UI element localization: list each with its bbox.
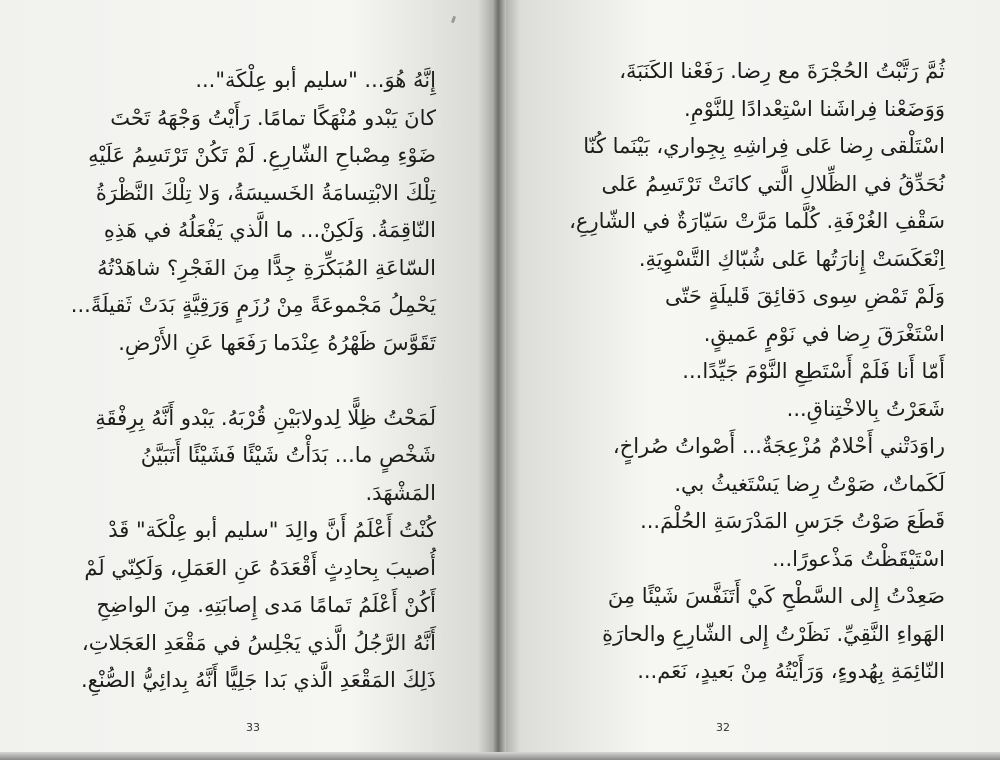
- book-spine: [492, 0, 506, 760]
- text-line: ذَلِكَ المَقْعَدِ الَّذي بَدا جَلِيًّا أَنَّهُ بِدائِيُّ الصُّنْعِ.: [80, 668, 436, 692]
- text-line: وَوَضَعْنا فِراشَنا اسْتِعْدادًا لِلنَّوْمِ.: [684, 96, 945, 121]
- left-page-text: [36, 62, 436, 700]
- right-page: [500, 0, 1000, 760]
- text-line: إِنَّهُ هُوَ... "سليم أبو عِلْكَة"...: [195, 68, 436, 92]
- left-page: [0, 0, 498, 760]
- text-line: تَقَوَّسَ ظَهْرُهُ عِنْدَما رَفَعَها عَنِ الأَرْضِ.: [118, 330, 436, 355]
- text-line: ثُمَّ رَتَّبْتُ الحُجْرَةَ مع رِضا. رَفَعْنا الكَنَبَةَ،: [619, 59, 945, 83]
- text-line: النّائِمَةِ بِهُدوءٍ، وَرَأَيْتُهُ مِنْ بَعيدٍ، نَعَم...: [637, 659, 945, 683]
- text-line: وَلَمْ تَمْضِ سِوى دَقائِقَ قَليلَةٍ حَتّى: [665, 284, 945, 308]
- text-line: قَطَعَ صَوْتُ جَرَسِ المَدْرَسَةِ الحُلْمَ...: [640, 509, 945, 533]
- text-line: اسْتَلْقى رِضا عَلى فِراشِهِ بِجِواري، بَيْنَما كُنّا: [583, 134, 945, 158]
- text-line: نُحَدِّقُ في الظِّلالِ الَّتي كانَتْ تَرْتَسِمُ عَلى: [601, 171, 945, 196]
- page-number: 32: [716, 721, 730, 734]
- text-line: تِلْكَ الابْتِسامَةُ الخَسيسَةُ، وَلا تِلْكَ النَّظْرَةُ: [95, 180, 436, 205]
- text-line: شَخْصٍ ما... بَدَأْتُ شَيْئًا فَشَيْئًا أَتَبَيَّنُ: [140, 443, 436, 467]
- text-line: راوَدَتْني أَحْلامٌ مُزْعِجَةٌ... أَصْواتُ صُراخٍ،: [612, 434, 945, 458]
- text-line: المَشْهَدَ.: [365, 480, 436, 505]
- page-number: 33: [246, 721, 260, 734]
- text-line: الهَواءِ النَّقِيِّ. نَظَرْتُ إِلى الشّارِعِ والحارَةِ: [602, 621, 945, 646]
- text-line: صَعِدْتُ إِلى السَّطْحِ كَيْ أَتَنَفَّسَ شَيْئًا مِنَ: [607, 584, 945, 608]
- text-line: شَعَرْتُ بِالاخْتِناقِ...: [786, 396, 945, 421]
- text-line: النّاقِمَةُ. وَلَكِنْ... ما الَّذي يَفْعَلُهُ في هَذِهِ: [103, 218, 436, 242]
- text-line: لَمَحْتُ ظِلًّا لِدولابَيْنِ قُرْبَهُ. يَبْدو أَنَّهُ بِرِفْقَةِ: [95, 405, 436, 430]
- text-line: السّاعَةِ المُبَكِّرَةِ جِدًّا مِنَ الفَجْرِ؟ شاهَدْتُهُ: [97, 255, 436, 280]
- text-line: اسْتَغْرَقَ رِضا في نَوْمٍ عَميقٍ.: [703, 321, 945, 346]
- text-line: أَكُنْ أَعْلَمُ تَمامًا مَدى إِصابَتِهِ. مِنَ الواضِحِ: [96, 593, 436, 617]
- text-line: لَكَماتٌ، صَوْتُ رِضا يَسْتَغيثُ بي.: [674, 471, 945, 496]
- text-line: أَمّا أَنا فَلَمْ أَسْتَطِعِ النَّوْمَ جَيِّدًا...: [682, 359, 945, 383]
- text-line: اسْتَيْقَظْتُ مَذْعورًا...: [772, 546, 945, 571]
- text-line: اِنْعَكَسَتْ إِنارَتُها عَلى شُبّاكِ التَّسْوِيَةِ.: [638, 246, 945, 271]
- text-line: أَنَّهُ الرَّجُلُ الَّذي يَجْلِسُ في مَقْعَدِ العَجَلاتِ،: [81, 630, 436, 655]
- text-line: كانَ يَبْدو مُنْهَكًا تمامًا. رَأَيْتُ وَجْهَهُ تَحْتَ: [110, 105, 436, 130]
- paragraph-gap: [36, 362, 436, 400]
- text-line: سَقْفِ الغُرْفَةِ. كُلَّما مَرَّتْ سَيّارَةٌ في الشّارِعِ،: [569, 209, 945, 233]
- text-line: أُصيبَ بِحادِثٍ أَقْعَدَهُ عَنِ العَمَلِ، وَلَكِنّي لَمْ: [84, 555, 436, 580]
- text-line: يَحْمِلُ مَجْموعَةً مِنْ رُزَمٍ وَرَقِيَّةٍ بَدَتْ ثَقيلَةً...: [70, 293, 436, 317]
- page-mark: [451, 16, 456, 24]
- page-bottom-edge: [0, 752, 1000, 760]
- right-page-text: [525, 53, 945, 691]
- text-line: كُنْتُ أَعْلَمُ أَنَّ والِدَ "سليم أبو عِلْكَة" قَدْ: [108, 518, 436, 542]
- text-line: ضَوْءِ مِصْباحِ الشّارِعِ. لَمْ تَكُنْ تَرْتَسِمُ عَلَيْهِ: [88, 143, 436, 167]
